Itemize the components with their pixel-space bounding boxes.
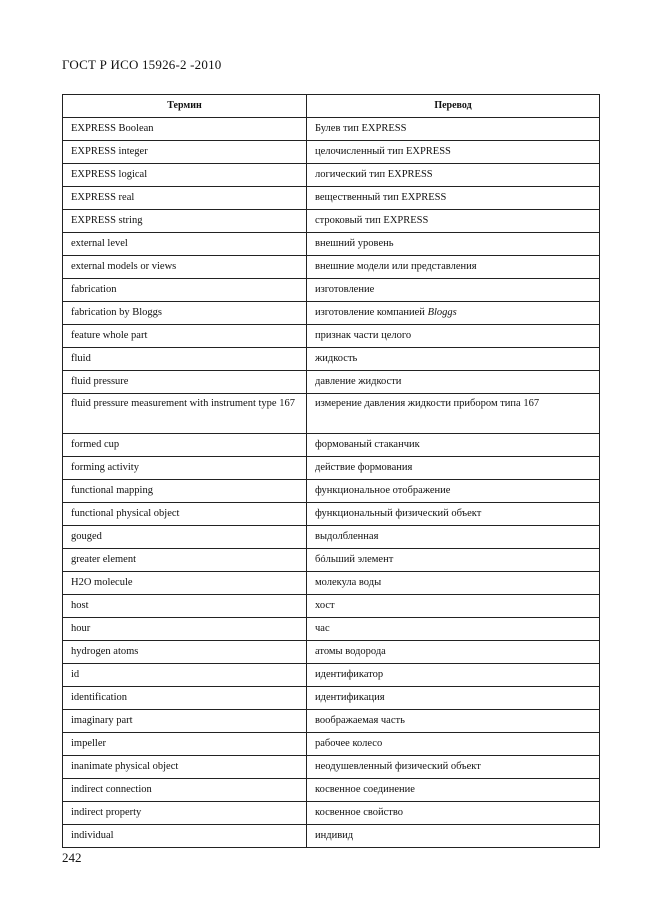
translation-cell: жидкость (307, 348, 600, 371)
translation-cell: косвенное соединение (307, 779, 600, 802)
translation-cell (307, 302, 600, 325)
translation-emphasis: Bloggs (427, 307, 457, 318)
translation-cell: внешние модели или представления (307, 256, 600, 279)
term-cell: fabrication (63, 279, 307, 302)
translation-cell: индивид (307, 825, 600, 848)
term-cell: EXPRESS Boolean (63, 118, 307, 141)
table-row (63, 434, 600, 457)
translation-cell: хост (307, 595, 600, 618)
term-cell: formed cup (63, 434, 307, 457)
table-row (63, 526, 600, 549)
table-row (63, 687, 600, 710)
translation-cell: вещественный тип EXPRESS (307, 187, 600, 210)
term-cell: EXPRESS string (63, 210, 307, 233)
term-cell: feature whole part (63, 325, 307, 348)
term-cell: fluid (63, 348, 307, 371)
translation-cell: внешний уровень (307, 233, 600, 256)
term-cell: EXPRESS integer (63, 141, 307, 164)
column-header-translation: Перевод (307, 95, 600, 118)
table-row (63, 457, 600, 480)
term-cell: fluid pressure (63, 371, 307, 394)
term-cell: functional physical object (63, 503, 307, 526)
table-row (63, 164, 600, 187)
table-row (63, 141, 600, 164)
term-cell: host (63, 595, 307, 618)
term-cell: fabrication by Bloggs (63, 302, 307, 325)
table-row (63, 618, 600, 641)
terms-table (62, 94, 600, 848)
translation-cell: час (307, 618, 600, 641)
table-row (63, 325, 600, 348)
table-header-row (63, 95, 600, 118)
translation-cell: признак части целого (307, 325, 600, 348)
term-cell: hour (63, 618, 307, 641)
table-row (63, 256, 600, 279)
translation-text: изготовление компанией (315, 307, 428, 318)
term-cell: id (63, 664, 307, 687)
translation-cell: молекула воды (307, 572, 600, 595)
term-cell: imaginary part (63, 710, 307, 733)
translation-cell: неодушевленный физический объект (307, 756, 600, 779)
column-header-term: Термин (63, 95, 307, 118)
table-row (63, 595, 600, 618)
page-number: 242 (62, 850, 82, 865)
translation-cell: рабочее колесо (307, 733, 600, 756)
term-cell: identification (63, 687, 307, 710)
table-row (63, 371, 600, 394)
table-row (63, 348, 600, 371)
translation-cell: действие формования (307, 457, 600, 480)
table-row (63, 302, 600, 325)
translation-cell: идентификация (307, 687, 600, 710)
translation-cell: давление жидкости (307, 371, 600, 394)
table-row (63, 664, 600, 687)
standard-header: ГОСТ Р ИСО 15926-2 -2010 (62, 57, 222, 72)
table-row (63, 710, 600, 733)
translation-cell: логический тип EXPRESS (307, 164, 600, 187)
translation-cell: строковый тип EXPRESS (307, 210, 600, 233)
translation-cell: бóльший элемент (307, 549, 600, 572)
term-cell: forming activity (63, 457, 307, 480)
term-cell: gouged (63, 526, 307, 549)
table-row (63, 825, 600, 848)
translation-cell: функциональное отображение (307, 480, 600, 503)
term-cell: EXPRESS real (63, 187, 307, 210)
translation-cell: измерение давления жидкости прибором типа 167 (307, 394, 600, 434)
table-row (63, 480, 600, 503)
table-row (63, 802, 600, 825)
term-cell: impeller (63, 733, 307, 756)
term-cell: individual (63, 825, 307, 848)
table-row (63, 233, 600, 256)
translation-cell: целочисленный тип EXPRESS (307, 141, 600, 164)
translation-cell: изготовление (307, 279, 600, 302)
table-row (63, 118, 600, 141)
table-row (63, 549, 600, 572)
table-row (63, 756, 600, 779)
table-row (63, 779, 600, 802)
term-cell: indirect property (63, 802, 307, 825)
translation-cell: атомы водорода (307, 641, 600, 664)
table-row (63, 279, 600, 302)
term-cell: external models or views (63, 256, 307, 279)
table-row (63, 503, 600, 526)
table-row (63, 394, 600, 434)
term-cell: functional mapping (63, 480, 307, 503)
translation-cell: идентификатор (307, 664, 600, 687)
term-cell: indirect connection (63, 779, 307, 802)
term-cell: external level (63, 233, 307, 256)
table-row (63, 572, 600, 595)
term-cell: EXPRESS logical (63, 164, 307, 187)
table-row (63, 733, 600, 756)
translation-cell: выдолбленная (307, 526, 600, 549)
term-cell: greater element (63, 549, 307, 572)
table-row (63, 187, 600, 210)
term-cell: hydrogen atoms (63, 641, 307, 664)
term-cell: fluid pressure measurement with instrument type 167 (63, 394, 307, 434)
term-cell: inanimate physical object (63, 756, 307, 779)
translation-cell: косвенное свойство (307, 802, 600, 825)
term-cell: H2O molecule (63, 572, 307, 595)
table-row (63, 210, 600, 233)
translation-cell: Булев тип EXPRESS (307, 118, 600, 141)
translation-cell: формованый стаканчик (307, 434, 600, 457)
table-body (63, 118, 600, 848)
table-row (63, 641, 600, 664)
translation-cell: воображаемая часть (307, 710, 600, 733)
translation-cell: функциональный физический объект (307, 503, 600, 526)
